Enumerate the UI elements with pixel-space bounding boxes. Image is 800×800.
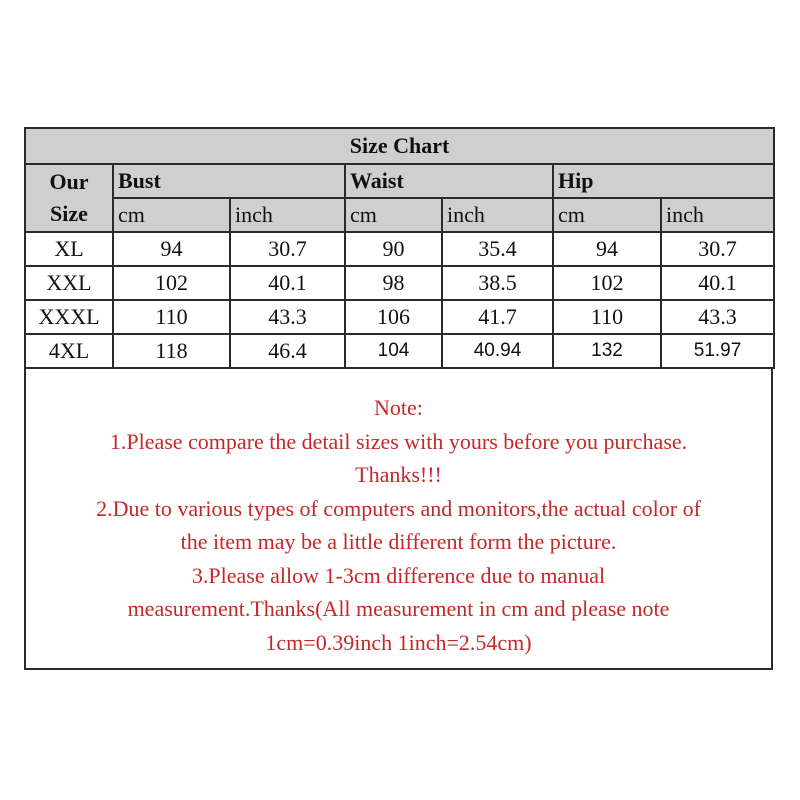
hip-inch-header: inch: [661, 198, 774, 232]
bust-inch-cell: 40.1: [230, 266, 345, 300]
note-line: measurement.Thanks(All measurement in cm and please note: [127, 596, 670, 621]
waist-cm-cell: 90: [345, 232, 442, 266]
table-row: [25, 300, 774, 334]
hip-cm-cell: 94: [553, 232, 661, 266]
bust-cm-cell: 94: [113, 232, 230, 266]
bust-cm-cell: 110: [113, 300, 230, 334]
size-cell: XXL: [25, 266, 113, 300]
waist-cm-header: cm: [345, 198, 442, 232]
bust-cm-cell: 118: [113, 334, 230, 368]
waist-inch-cell: 35.4: [442, 232, 553, 266]
table-row: [25, 232, 774, 266]
waist-inch-header: inch: [442, 198, 553, 232]
waist-cm-cell: 104: [345, 334, 442, 368]
waist-header: Waist: [345, 164, 553, 198]
note-line: 3.Please allow 1-3cm difference due to manual: [191, 562, 606, 588]
hip-inch-cell: 43.3: [661, 300, 774, 334]
hip-inch-cell: 40.1: [661, 266, 774, 300]
table-row: [25, 334, 774, 368]
hip-inch-cell: 30.7: [661, 232, 774, 266]
waist-inch-cell: 41.7: [442, 300, 553, 334]
bust-inch-header: inch: [230, 198, 345, 232]
bust-inch-cell: 46.4: [230, 334, 345, 368]
hip-cm-cell: 110: [553, 300, 661, 334]
chart-title: Size Chart: [25, 128, 774, 164]
note-line: 1.Please compare the detail sizes with yours before you purchase.: [109, 428, 688, 454]
bust-inch-cell: 43.3: [230, 300, 345, 334]
bust-header: Bust: [113, 164, 345, 198]
bust-inch-cell: 30.7: [230, 232, 345, 266]
size-column-header: [25, 164, 113, 232]
hip-cm-cell: 132: [553, 334, 661, 368]
size-header-line1: Our: [49, 169, 89, 194]
table-row: [25, 266, 774, 300]
note-line: 2.Due to various types of computers and monitors,the actual color of: [96, 495, 701, 521]
hip-inch-cell: 51.97: [661, 334, 774, 368]
note-box: [24, 368, 773, 670]
note-line: 1cm=0.39inch 1inch=2.54cm): [265, 629, 532, 655]
size-header-line2: Size: [50, 201, 88, 226]
hip-cm-header: cm: [553, 198, 661, 232]
waist-inch-cell: 40.94: [442, 334, 553, 368]
size-cell: XXXL: [25, 300, 113, 334]
waist-cm-cell: 98: [345, 266, 442, 300]
note-line: the item may be a little different form the picture.: [180, 529, 617, 554]
waist-cm-cell: 106: [345, 300, 442, 334]
size-chart-table: [24, 127, 775, 369]
size-cell: XL: [25, 232, 113, 266]
note-heading: Note:: [374, 395, 423, 420]
size-cell: 4XL: [25, 334, 113, 368]
note-line: Thanks!!!: [355, 462, 442, 487]
hip-header: Hip: [553, 164, 774, 198]
hip-cm-cell: 102: [553, 266, 661, 300]
waist-inch-cell: 38.5: [442, 266, 553, 300]
bust-cm-header: cm: [113, 198, 230, 232]
bust-cm-cell: 102: [113, 266, 230, 300]
